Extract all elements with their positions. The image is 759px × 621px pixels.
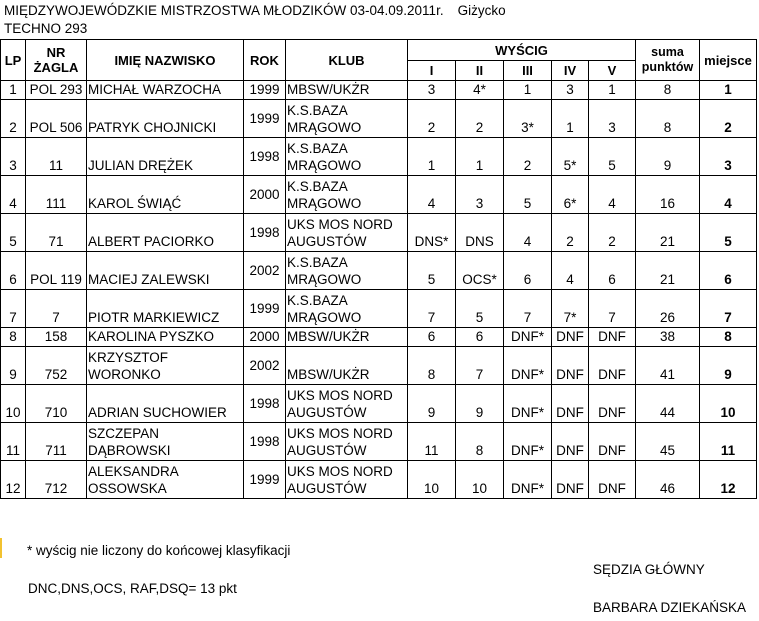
table-row: [1, 385, 757, 423]
year-cell: 2000: [244, 176, 286, 214]
race-2-cell: 2: [456, 100, 504, 138]
penalty-note: DNC,DNS,OCS, RAF,DSQ= 13 pkt: [28, 581, 237, 596]
race-1-cell: 4: [408, 176, 456, 214]
table-row: [1, 461, 757, 499]
club-cell: UKS MOS NORD AUGUSTÓW: [286, 461, 408, 499]
header-name: IMIĘ NAZWISKO: [87, 40, 244, 81]
race-1-cell: 11: [408, 423, 456, 461]
sum-cell: 16: [636, 176, 700, 214]
header-race-3: III: [504, 61, 552, 81]
sum-cell: 21: [636, 214, 700, 252]
sum-cell: 38: [636, 328, 700, 347]
race-5-cell: 4: [589, 176, 636, 214]
race-5-cell: 2: [589, 214, 636, 252]
race-3-cell: DNF*: [504, 328, 552, 347]
place-cell: 10: [700, 385, 757, 423]
race-2-cell: 6: [456, 328, 504, 347]
year-cell: 1999: [244, 461, 286, 499]
sail-number-cell: 158: [26, 328, 87, 347]
race-3-cell: 2: [504, 138, 552, 176]
table-row: [1, 423, 757, 461]
club-cell: K.S.BAZA MRĄGOWO: [286, 252, 408, 290]
year-cell: 1998: [244, 214, 286, 252]
race-4-cell: 7*: [552, 290, 589, 328]
sum-cell: 8: [636, 81, 700, 100]
race-3-cell: 1: [504, 81, 552, 100]
lp-cell: 7: [1, 290, 26, 328]
club-cell: MBSW/UKŻR: [286, 347, 408, 385]
place-cell: 1: [700, 81, 757, 100]
race-2-cell: 3: [456, 176, 504, 214]
lp-cell: 5: [1, 214, 26, 252]
name-cell: ADRIAN SUCHOWIER: [87, 385, 244, 423]
footnote: * wyścig nie liczony do końcowej klasyfikacji: [27, 543, 291, 558]
race-5-cell: DNF: [589, 461, 636, 499]
sail-number-cell: 111: [26, 176, 87, 214]
race-2-cell: 9: [456, 385, 504, 423]
race-3-cell: 6: [504, 252, 552, 290]
race-3-cell: DNF*: [504, 461, 552, 499]
club-cell: UKS MOS NORD AUGUSTÓW: [286, 423, 408, 461]
lp-cell: 8: [1, 328, 26, 347]
note-marker: [0, 538, 2, 558]
header-race-1: I: [408, 61, 456, 81]
lp-cell: 11: [1, 423, 26, 461]
race-5-cell: DNF: [589, 423, 636, 461]
sail-number-cell: 11: [26, 138, 87, 176]
race-1-cell: 7: [408, 290, 456, 328]
sum-cell: 26: [636, 290, 700, 328]
header-place: miejsce: [700, 40, 757, 81]
race-2-cell: 1: [456, 138, 504, 176]
table-row: [1, 328, 757, 347]
lp-cell: 6: [1, 252, 26, 290]
race-4-cell: 5*: [552, 138, 589, 176]
header-race-4: IV: [552, 61, 589, 81]
club-cell: K.S.BAZA MRĄGOWO: [286, 138, 408, 176]
sail-number-cell: POL 293: [26, 81, 87, 100]
race-3-cell: 3*: [504, 100, 552, 138]
lp-cell: 1: [1, 81, 26, 100]
sum-cell: 21: [636, 252, 700, 290]
club-cell: UKS MOS NORD AUGUSTÓW: [286, 385, 408, 423]
race-4-cell: 1: [552, 100, 589, 138]
header-year: ROK: [244, 40, 286, 81]
club-cell: UKS MOS NORD AUGUSTÓW: [286, 214, 408, 252]
race-4-cell: DNF: [552, 347, 589, 385]
header-sail-number: NR ŻAGLA: [26, 40, 87, 81]
race-5-cell: DNF: [589, 328, 636, 347]
club-cell: MBSW/UKŻR: [286, 328, 408, 347]
sum-cell: 41: [636, 347, 700, 385]
place-cell: 6: [700, 252, 757, 290]
race-1-cell: 2: [408, 100, 456, 138]
sail-number-cell: 752: [26, 347, 87, 385]
year-cell: 1998: [244, 423, 286, 461]
race-3-cell: 4: [504, 214, 552, 252]
year-cell: 1999: [244, 81, 286, 100]
table-row: [1, 347, 757, 385]
race-1-cell: 9: [408, 385, 456, 423]
place-cell: 9: [700, 347, 757, 385]
race-1-cell: DNS*: [408, 214, 456, 252]
name-cell: PIOTR MARKIEWICZ: [87, 290, 244, 328]
race-1-cell: 8: [408, 347, 456, 385]
page-title: [4, 3, 506, 18]
place-cell: 11: [700, 423, 757, 461]
lp-cell: 4: [1, 176, 26, 214]
race-5-cell: 1: [589, 81, 636, 100]
race-2-cell: 10: [456, 461, 504, 499]
year-cell: 1998: [244, 138, 286, 176]
header-race-2: II: [456, 61, 504, 81]
race-4-cell: DNF: [552, 385, 589, 423]
race-3-cell: DNF*: [504, 347, 552, 385]
race-4-cell: 3: [552, 81, 589, 100]
race-5-cell: DNF: [589, 347, 636, 385]
race-1-cell: 1: [408, 138, 456, 176]
name-cell: PATRYK CHOJNICKI: [87, 100, 244, 138]
class-name: TECHNO 293: [4, 21, 88, 36]
race-1-cell: 3: [408, 81, 456, 100]
sail-number-cell: 711: [26, 423, 87, 461]
sail-number-cell: 71: [26, 214, 87, 252]
table-row: [1, 214, 757, 252]
sail-number-cell: 7: [26, 290, 87, 328]
race-5-cell: 3: [589, 100, 636, 138]
lp-cell: 3: [1, 138, 26, 176]
race-3-cell: DNF*: [504, 423, 552, 461]
place-cell: 5: [700, 214, 757, 252]
race-4-cell: DNF: [552, 461, 589, 499]
sail-number-cell: 712: [26, 461, 87, 499]
header-race: WYŚCIG: [408, 40, 636, 61]
race-3-cell: DNF*: [504, 385, 552, 423]
year-cell: 1998: [244, 385, 286, 423]
race-5-cell: 5: [589, 138, 636, 176]
race-5-cell: DNF: [589, 385, 636, 423]
race-2-cell: 4*: [456, 81, 504, 100]
lp-cell: 9: [1, 347, 26, 385]
table-row: [1, 100, 757, 138]
sum-cell: 9: [636, 138, 700, 176]
race-1-cell: 5: [408, 252, 456, 290]
sum-cell: 44: [636, 385, 700, 423]
year-cell: 2000: [244, 328, 286, 347]
name-cell: SZCZEPAN DĄBROWSKI: [87, 423, 244, 461]
header-lp: LP: [1, 40, 26, 81]
race-4-cell: 4: [552, 252, 589, 290]
table-row: [1, 290, 757, 328]
name-cell: KAROL ŚWIĄĆ: [87, 176, 244, 214]
table-row: [1, 81, 757, 100]
place-cell: 2: [700, 100, 757, 138]
place-cell: 3: [700, 138, 757, 176]
event-place: Giżycko: [457, 3, 506, 18]
judge-name: BARBARA DZIEKAŃSKA: [593, 600, 747, 615]
race-2-cell: OCS*: [456, 252, 504, 290]
name-cell: KRZYSZTOF WORONKO: [87, 347, 244, 385]
name-cell: ALBERT PACIORKO: [87, 214, 244, 252]
race-2-cell: 8: [456, 423, 504, 461]
race-4-cell: 6*: [552, 176, 589, 214]
year-cell: 1999: [244, 100, 286, 138]
name-cell: KAROLINA PYSZKO: [87, 328, 244, 347]
year-cell: 1999: [244, 290, 286, 328]
race-3-cell: 5: [504, 176, 552, 214]
sum-cell: 45: [636, 423, 700, 461]
club-cell: K.S.BAZA MRĄGOWO: [286, 100, 408, 138]
name-cell: JULIAN DRĘŻEK: [87, 138, 244, 176]
club-cell: K.S.BAZA MRĄGOWO: [286, 290, 408, 328]
event-title: MIĘDZYWOJEWÓDZKIE MISTRZOSTWA MŁODZIKÓW 03-04.09.2011r.: [4, 3, 444, 18]
race-4-cell: DNF: [552, 328, 589, 347]
place-cell: 12: [700, 461, 757, 499]
race-4-cell: DNF: [552, 423, 589, 461]
sum-cell: 46: [636, 461, 700, 499]
table-row: [1, 176, 757, 214]
lp-cell: 10: [1, 385, 26, 423]
race-3-cell: 7: [504, 290, 552, 328]
race-1-cell: 6: [408, 328, 456, 347]
place-cell: 4: [700, 176, 757, 214]
header-sum: suma punktów: [636, 40, 700, 81]
name-cell: MACIEJ ZALEWSKI: [87, 252, 244, 290]
results-table: [0, 39, 757, 499]
race-1-cell: 10: [408, 461, 456, 499]
name-cell: ALEKSANDRA OSSOWSKA: [87, 461, 244, 499]
place-cell: 8: [700, 328, 757, 347]
sail-number-cell: POL 119: [26, 252, 87, 290]
lp-cell: 12: [1, 461, 26, 499]
race-5-cell: 7: [589, 290, 636, 328]
sail-number-cell: POL 506: [26, 100, 87, 138]
header-race-5: V: [589, 61, 636, 81]
header-club: KLUB: [286, 40, 408, 81]
club-cell: K.S.BAZA MRĄGOWO: [286, 176, 408, 214]
race-5-cell: 6: [589, 252, 636, 290]
table-row: [1, 252, 757, 290]
year-cell: 2002: [244, 347, 286, 385]
judge-title: SĘDZIA GŁÓWNY: [593, 562, 705, 577]
place-cell: 7: [700, 290, 757, 328]
lp-cell: 2: [1, 100, 26, 138]
race-2-cell: 7: [456, 347, 504, 385]
race-2-cell: DNS: [456, 214, 504, 252]
sail-number-cell: 710: [26, 385, 87, 423]
race-4-cell: 2: [552, 214, 589, 252]
year-cell: 2002: [244, 252, 286, 290]
race-2-cell: 5: [456, 290, 504, 328]
name-cell: MICHAŁ WARZOCHA: [87, 81, 244, 100]
table-row: [1, 138, 757, 176]
sum-cell: 8: [636, 100, 700, 138]
club-cell: MBSW/UKŻR: [286, 81, 408, 100]
